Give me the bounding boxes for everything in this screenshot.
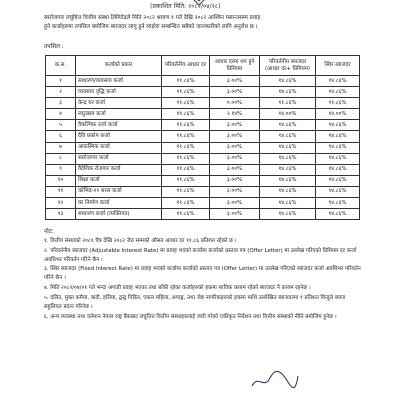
cell-base-rate: ११.८६%	[162, 175, 210, 186]
cell-premium: ३.००%	[210, 186, 260, 197]
note-item: २. परिवर्तनीय ब्याजदर (Adjustable Interest Rate) मा प्रवाह भएको कर्जामा कर्जाको प्रस्ताव पत्र (Offer Letter) मा उल्लेख गरिएको प्रिमियम दर कर्जा अवधिभर परिवर्तन गरिने छैन ।	[44, 247, 357, 263]
cell-adjustable-rate: १४.८६%	[260, 87, 316, 98]
cell-adjustable-rate: १४.८६%	[260, 209, 316, 220]
cell-premium: ३.००%	[210, 131, 260, 142]
intro-line-2: हुने कर्जाहरुमा तपसिल बमोजिम ब्याजदर लागु हुने व्यहोरा सम्बन्धित सबैको जानकारीको लागि अनुरोध छ ।	[44, 23, 258, 30]
cell-sn: १३	[46, 209, 76, 220]
cell-fixed-rate: १४.८६%	[316, 164, 360, 175]
cell-loan-type: स्वरोजगार कर्जा	[76, 153, 162, 164]
table-row	[46, 164, 360, 175]
cell-adjustable-rate: १४.८६%	[260, 142, 316, 153]
cell-premium: ३.००%	[210, 87, 260, 98]
header-loan-type: कर्जाको प्रकार	[76, 56, 162, 76]
cell-loan-type: साधारण कर्जा (व्यक्तिगत)	[76, 209, 162, 220]
cell-adjustable-rate: १४.००%	[260, 109, 316, 120]
intro-paragraph	[44, 14, 362, 31]
cell-adjustable-rate: १४.८६%	[260, 131, 316, 142]
cell-premium: ३.००%	[210, 198, 260, 209]
cell-loan-type: साधारण/व्यवसाय कर्जा	[76, 76, 162, 87]
table-row	[46, 120, 360, 131]
cell-loan-type: केन्द्र घर कर्जा	[76, 98, 162, 109]
cell-loan-type: आकस्मिक कर्जा	[76, 142, 162, 153]
cell-loan-type: वैदेशिक रोजगार कर्जा	[76, 164, 162, 175]
interest-rate-table	[45, 55, 360, 220]
cell-loan-type: लघुउद्यम कर्जा	[76, 109, 162, 120]
note-item: ५. दलित, मुक्त कमैया, बादी, हलिया, द्वन्द्व पिडित, एकल महिला, अपाङ्ग, तथा जेष्ठ नागरिकहरुको हकमा माथि उल्लेखित ब्याजदरमा १ प्रतिशत विन्दुले ब्याज सहुलियत प्रदान गरिनेछ ।	[44, 294, 346, 310]
cell-sn: ३	[46, 98, 76, 109]
table-row	[46, 98, 360, 109]
cell-base-rate: ११.८६%	[162, 76, 210, 87]
cell-fixed-rate: १४.८६%	[316, 209, 360, 220]
cell-fixed-rate: १४.८६%	[316, 198, 360, 209]
table-row	[46, 87, 360, 98]
cell-base-rate: ११.८६%	[162, 98, 210, 109]
cell-adjustable-rate: ११.८६%	[260, 98, 316, 109]
header-base-rate: परिवर्तनीय आधार दर	[162, 56, 210, 76]
cell-sn: ६	[46, 131, 76, 142]
cell-premium: ३.००%	[210, 142, 260, 153]
cell-fixed-rate: १४.८६%	[316, 87, 360, 98]
cell-base-rate: ११.८६%	[162, 153, 210, 164]
cell-premium: ३.००%	[210, 175, 260, 186]
publish-date: (प्रकाशित मिति: २०८२/०४/२८)	[150, 3, 221, 10]
cell-loan-type: वैकल्पिक उर्जा कर्जा	[76, 120, 162, 131]
cell-base-rate: ११.८६%	[162, 120, 210, 131]
cell-sn: २	[46, 87, 76, 98]
cell-adjustable-rate: १४.८६%	[260, 76, 316, 87]
cell-base-rate: ११.८६%	[162, 186, 210, 197]
cell-loan-type: कोभिड-१९ सरल कर्जा	[76, 186, 162, 197]
cell-sn: ५	[46, 120, 76, 131]
header-adjustable-rate: परिवर्तनीय ब्याजदर (आधार दर+ प्रिमियम)	[260, 56, 316, 76]
cell-adjustable-rate: १४.८६%	[260, 186, 316, 197]
cell-fixed-rate: १४.८६%	[316, 131, 360, 142]
note-item: ३. स्थिर ब्याजदर (Fixed Interest Rate) मा प्रवाह भएको कर्जामा कर्जाको प्रस्ताव पत्र (Offer Letter) मा उल्लेख गरिएको ब्याजदर कर्जा अवधिभर परिवर्तन गरिने छैन ।	[44, 266, 361, 282]
table-row	[46, 76, 360, 87]
cell-sn: १	[46, 76, 76, 87]
cell-premium: २.१४%	[210, 109, 260, 120]
cell-base-rate: ११.८६%	[162, 87, 210, 98]
cell-base-rate: ११.८६%	[162, 109, 210, 120]
cell-base-rate: ११.८६%	[162, 164, 210, 175]
cell-base-rate: ११.८६%	[162, 198, 210, 209]
cell-sn: ९	[46, 164, 76, 175]
cell-fixed-rate: १४.००%	[316, 109, 360, 120]
cell-fixed-rate: १४.८६%	[316, 186, 360, 197]
table-row	[46, 209, 360, 220]
cell-fixed-rate: १४.८६%	[316, 153, 360, 164]
table-row	[46, 109, 360, 120]
cell-adjustable-rate: १४.८६%	[260, 153, 316, 164]
note-item: १. वित्तीय संस्थाको २०८१ चैत्र देखि २०८२ जेठ सम्मको औसत आधार दर ११.८६ प्रतिशत रहेको छ ।	[44, 238, 237, 244]
cell-fixed-rate: १४.८६%	[316, 76, 360, 87]
cell-loan-type: व्यवसाय वृद्धि कर्जा	[76, 87, 162, 98]
cell-loan-type: घर निर्माण कर्जा	[76, 198, 162, 209]
cell-adjustable-rate: १४.८६%	[260, 198, 316, 209]
cell-sn: ८	[46, 153, 76, 164]
header-premium: आधार दरमा थप हुने प्रिमियम	[210, 56, 260, 76]
table-row	[46, 142, 360, 153]
cell-fixed-rate: १४.८६%	[316, 175, 360, 186]
cell-fixed-rate: ११.८६%	[316, 98, 360, 109]
cell-fixed-rate: १४.८६%	[316, 120, 360, 131]
cell-adjustable-rate: १४.८६%	[260, 120, 316, 131]
cell-sn: ७	[46, 142, 76, 153]
cell-sn: १०	[46, 175, 76, 186]
cell-adjustable-rate: १४.८६%	[260, 164, 316, 175]
table-row	[46, 186, 360, 197]
header-sn: क.स.	[46, 56, 76, 76]
cell-loan-type: दैवि प्रकोप कर्जा	[76, 131, 162, 142]
cell-premium: ३.००%	[210, 164, 260, 175]
signature-icon	[248, 368, 300, 392]
cell-sn: ४	[46, 109, 76, 120]
table-row	[46, 198, 360, 209]
cell-base-rate: ११.८६%	[162, 131, 210, 142]
cell-loan-type: शिक्षा कर्जा	[76, 175, 162, 186]
cell-premium: ३.००%	[210, 120, 260, 131]
table-row	[46, 153, 360, 164]
cell-premium: ३.००%	[210, 76, 260, 87]
notes-heading: नोट:	[44, 229, 54, 235]
cell-base-rate: ११.८६%	[162, 142, 210, 153]
cell-adjustable-rate: १४.८६%	[260, 175, 316, 186]
cell-premium: ३.००%	[210, 209, 260, 220]
table-row	[46, 131, 360, 142]
note-item: ६. अन्य व्यवस्था तथा वर्तमान नेपाल राष्ट्र बैंकबाट लघुवित्त वित्तीय संस्थाहरुलाई जारी गरेको एकीकृत निर्देशन तथा वित्तीय संस्थाको नीति बमोजिम हुनेछ ।	[44, 313, 337, 320]
table-header-row	[46, 56, 360, 76]
table-row	[46, 175, 360, 186]
cell-premium: ०.००%	[210, 98, 260, 109]
cell-sn: १२	[46, 198, 76, 209]
note-item: ४. मिति २०८२/०४/०१ गते भन्दा अगाडी प्रवाह भएका तथा बाँकी रहेका कर्जाहरुको हकमा साविक कायम रहेको ब्याजदर नै कायम रहनेछ ।	[44, 285, 311, 292]
cell-premium: ३.००%	[210, 153, 260, 164]
cell-sn: ११	[46, 186, 76, 197]
details-heading: तपसिल :	[44, 44, 64, 50]
table-body	[46, 76, 360, 220]
notes-list	[44, 237, 364, 322]
cell-fixed-rate: १४.८६%	[316, 142, 360, 153]
header-fixed-rate: स्थिर ब्याजदर	[316, 56, 360, 76]
intro-line-1: स्वरोजगार लघुवित्त वित्तीय संस्था लिमिटेडले मिति २०८२ श्रावण १ गते देखि २०८२ आश्विन मसान्तसम्म प्रवाह	[44, 15, 261, 21]
cell-base-rate: ११.८६%	[162, 209, 210, 220]
